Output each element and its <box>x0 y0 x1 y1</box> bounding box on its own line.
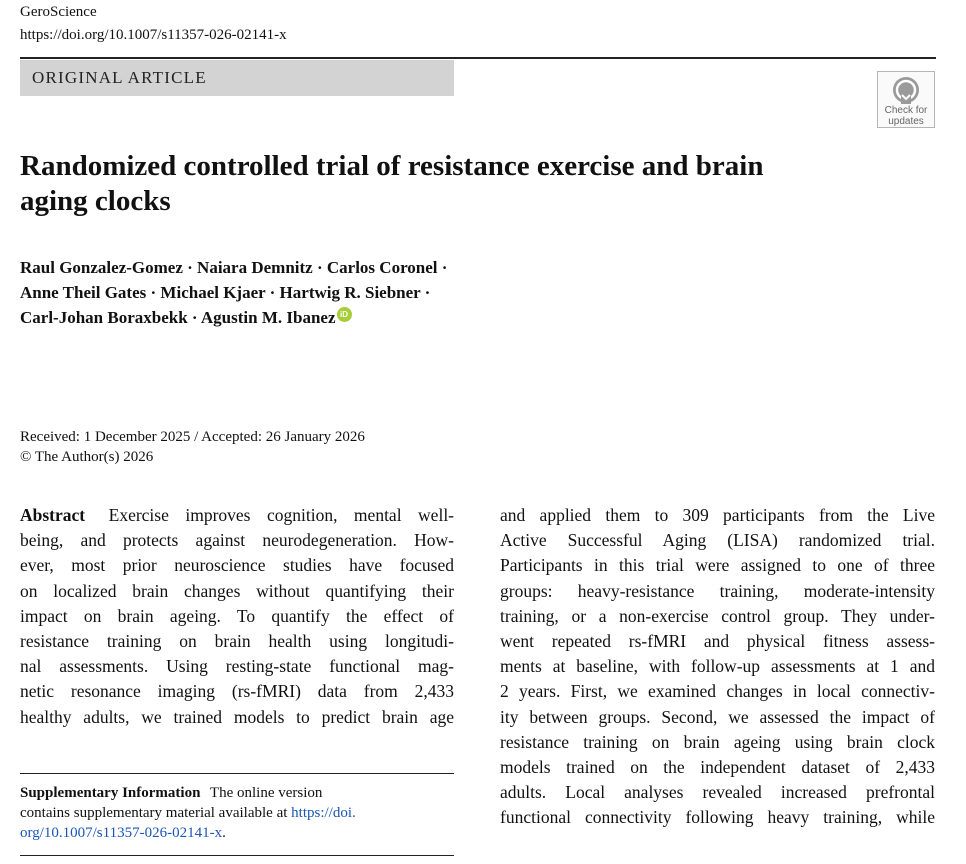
article-type-banner <box>20 60 454 96</box>
abstract-line: on localized brain changes without quantifying their <box>20 580 454 601</box>
abstract-line: healthy adults, we trained models to predict brain age <box>20 706 454 727</box>
received-accepted-date: Received: 1 December 2025 / Accepted: 26 January 2026 <box>20 429 365 445</box>
article-title <box>20 149 920 219</box>
author-line: Anne Theil Gates · Michael Kjaer · Hartwig R. Siebner · <box>20 283 431 302</box>
author-list <box>20 255 920 330</box>
abstract-line: 2 years. First, we examined changes in local connectiv- <box>500 681 935 702</box>
supplementary-line <box>20 823 454 843</box>
copyright-notice: © The Author(s) 2026 <box>20 449 154 465</box>
supplementary-text: contains supplementary material available at <box>20 805 292 821</box>
author-line: Raul Gonzalez-Gomez · Naiara Demnitz · Carlos Coronel · <box>20 258 448 277</box>
author-line-text: Carl-Johan Boraxbekk · Agustin M. Ibanez <box>20 308 336 327</box>
abstract-line: Active Successful Aging (LISA) randomized trial. <box>500 530 935 551</box>
supplementary-information <box>20 783 454 843</box>
journal-name: GeroScience <box>20 4 97 20</box>
abstract-line: training, or a non-exercise control group. They under- <box>500 605 935 626</box>
abstract-line: models trained on the independent dataset of 2,433 <box>500 757 935 778</box>
publication-dates <box>20 427 365 467</box>
supplementary-line <box>20 783 454 803</box>
abstract-line: adults. Local analyses revealed increased prefrontal <box>500 782 935 803</box>
abstract-line: went repeated rs-fMRI and physical fitness assess- <box>500 631 935 652</box>
orcid-icon[interactable]: iD <box>337 307 352 322</box>
abstract-line <box>20 503 454 528</box>
supplementary-text: The online version <box>209 785 323 801</box>
supplementary-heading: Supplementary Information <box>20 785 201 801</box>
supplementary-link[interactable]: org/10.1007/s11357-026-02141-x <box>20 825 223 841</box>
title-line: aging clocks <box>20 185 171 217</box>
check-for-updates-button[interactable] <box>877 71 935 128</box>
abstract-line: ity between groups. Second, we assessed the impact of <box>500 706 935 727</box>
check-updates-icon <box>892 76 920 104</box>
abstract-heading: Abstract <box>20 505 86 525</box>
author-line-last <box>20 305 920 330</box>
supplementary-link[interactable]: https://doi. <box>291 805 356 821</box>
doi-link[interactable]: https://doi.org/10.1007/s11357-026-02141-x <box>20 27 287 43</box>
abstract-line: functional connectivity following heavy training, while <box>500 807 935 828</box>
abstract-line: resistance training on brain ageing using brain clock <box>500 731 935 752</box>
abstract-column-left <box>20 503 454 730</box>
article-type-label: ORIGINAL ARTICLE <box>32 68 207 87</box>
abstract-line: Participants in this trial were assigned to one of three <box>500 555 935 576</box>
abstract-line-text: Exercise improves cognition, mental well- <box>108 505 455 525</box>
abstract-line: netic resonance imaging (rs-fMRI) data from 2,433 <box>20 681 454 702</box>
abstract-line: ments at baseline, with follow-up assessments at 1 and <box>500 656 935 677</box>
footnote-divider <box>20 773 454 774</box>
abstract-line: impact on brain ageing. To quantify the effect of <box>20 605 454 626</box>
abstract-line: ever, most prior neuroscience studies have focused <box>20 555 454 576</box>
abstract-line: and applied them to 309 participants from the Live <box>500 505 935 525</box>
abstract-line: groups: heavy-resistance training, moderate-intensity <box>500 580 935 601</box>
header-divider <box>20 57 936 59</box>
abstract-line: being, and protects against neurodegeneration. How- <box>20 530 454 551</box>
supplementary-period: . <box>222 825 226 841</box>
check-updates-label: Check for updates <box>884 105 928 127</box>
abstract-column-right <box>500 503 935 831</box>
footnote-bottom-rule <box>20 855 454 856</box>
abstract-line: nal assessments. Using resting-state functional mag- <box>20 656 454 677</box>
abstract-line: resistance training on brain health using longitudi- <box>20 631 454 652</box>
title-line: Randomized controlled trial of resistance exercise and brain <box>20 150 764 182</box>
supplementary-line <box>20 803 454 823</box>
